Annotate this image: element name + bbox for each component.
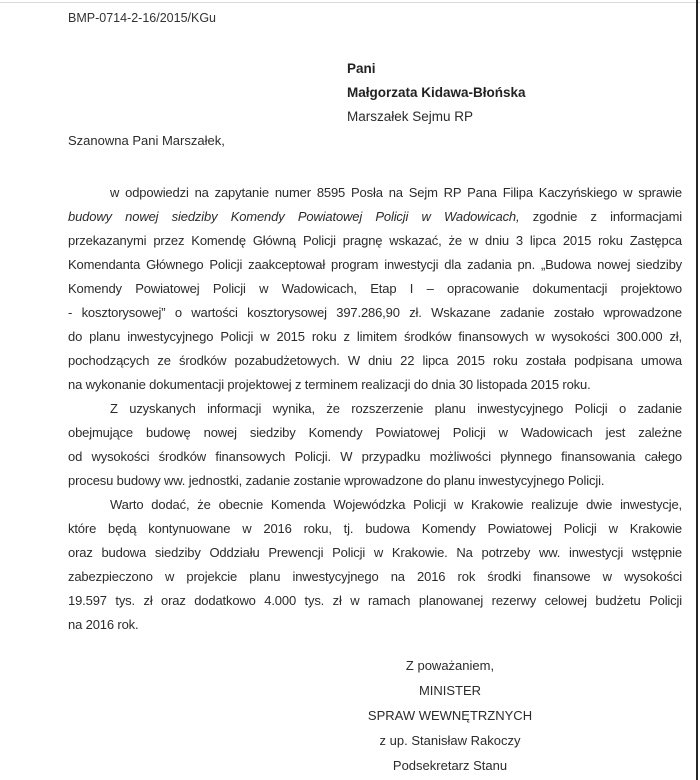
text-segment: do planu inwestycyjnego Policji w 2015 roku z limitem środków finansowych w wysokości 300.000 zł, <box>68 329 682 344</box>
body-paragraph <box>68 493 682 637</box>
text-segment: w odpowiedzi na zapytanie numer 8595 Posła na Sejm RP Pana Filipa Kaczyńskiego w sprawie <box>110 185 682 200</box>
signature-block <box>250 653 650 778</box>
signature-line: SPRAW WEWNĘTRZNYCH <box>367 708 533 723</box>
reference-number: BMP-0714-2-16/2015/KGu <box>68 11 217 25</box>
text-segment: zgodnie z informacjami <box>519 209 682 224</box>
text-segment: od wysokości środków finansowych Policji. W przypadku możliwości płynnego finansowania całego <box>68 449 682 464</box>
text-segment: przekazanymi przez Komendę Główną Policji pragnę wskazać, że w dniu 3 lipca 2015 roku Zastępca <box>68 233 682 248</box>
body-line <box>68 541 682 565</box>
body-line <box>68 397 682 421</box>
body-line <box>68 517 682 541</box>
text-segment: Warto dodać, że obecnie Komenda Wojewódzka Policji w Krakowie realizuje dwie inwestycje, <box>110 497 682 512</box>
text-segment: 19.597 tys. zł oraz dodatkowo 4.000 tys. zł w ramach planowanej rezerwy celowej budżetu Policji <box>68 593 682 608</box>
text-segment: które będą kontynuowane w 2016 roku, tj. budowa Komendy Powiatowej Policji w Krakowie <box>68 521 682 536</box>
signature-line: Podsekretarz Stanu <box>392 758 508 773</box>
body-line <box>68 277 682 301</box>
recipient-line: Małgorzata Kidawa-Błońska <box>347 85 526 100</box>
body-line <box>68 373 682 397</box>
body-line <box>68 229 682 253</box>
text-segment: pochodzących ze środków pozabudżetowych. W dniu 22 lipca 2015 roku została podpisana umowa <box>68 353 682 368</box>
salutation: Szanowna Pani Marszałek, <box>68 133 225 148</box>
signature-line: Z poważaniem, <box>405 658 495 673</box>
signature-line: z up. Stanisław Rakoczy <box>379 733 521 748</box>
body-line <box>68 469 682 493</box>
body-line <box>68 301 682 325</box>
text-segment: zabezpieczono w projekcie planu inwestycyjnego na 2016 rok środki finansowe w wysokości <box>68 569 682 584</box>
italic-text-segment: budowy nowej siedziby Komendy Powiatowej Policji w Wadowicach, <box>68 209 520 224</box>
text-segment: na wykonanie dokumentacji projektowej z terminem realizacji do dnia 30 listopada 2015 roku. <box>68 377 591 392</box>
body-line <box>68 349 682 373</box>
body-line <box>68 325 682 349</box>
body-line <box>68 421 682 445</box>
body-line <box>68 589 682 613</box>
text-segment: - kosztorysowej” o wartości kosztorysowej 397.286,90 zł. Wskazane zadanie zostało wprowadzone <box>68 305 682 320</box>
text-segment: Komendanta Głównego Policji zaakceptował program inwestycji dla zadania pn. „Budowa nowej siedziby <box>68 257 682 272</box>
body-paragraph <box>68 181 682 397</box>
text-segment: obejmujące budowę nowej siedziby Komendy Powiatowej Policji w Wadowicach jest zależne <box>68 425 682 440</box>
body-line <box>68 181 682 205</box>
text-segment: procesu budowy ww. jednostki, zadanie zostanie wprowadzone do planu inwestycyjnego Policji. <box>68 473 605 488</box>
text-segment: na 2016 rok. <box>68 617 139 632</box>
recipient-line: Pani <box>347 61 376 76</box>
text-segment: Z uzyskanych informacji wynika, że rozszerzenie planu inwestycyjnego Policji o zadanie <box>110 401 682 416</box>
letter-body <box>68 181 682 637</box>
body-paragraph <box>68 397 682 493</box>
text-segment: Komendy Powiatowej Policji w Wadowicach, Etap I – opracowanie dokumentacji projektowo <box>68 281 682 296</box>
body-line <box>68 445 682 469</box>
recipient-block <box>347 57 682 129</box>
body-line <box>68 253 682 277</box>
recipient-line: Marszałek Sejmu RP <box>347 109 474 124</box>
body-line <box>68 565 682 589</box>
signature-line: MINISTER <box>418 683 482 698</box>
body-line <box>68 205 682 229</box>
body-line <box>68 493 682 517</box>
body-line <box>68 613 682 637</box>
text-segment: oraz budowa siedziby Oddziału Prewencji Policji w Krakowie. Na potrzeby ww. inwestycji wstępnie <box>68 545 682 560</box>
